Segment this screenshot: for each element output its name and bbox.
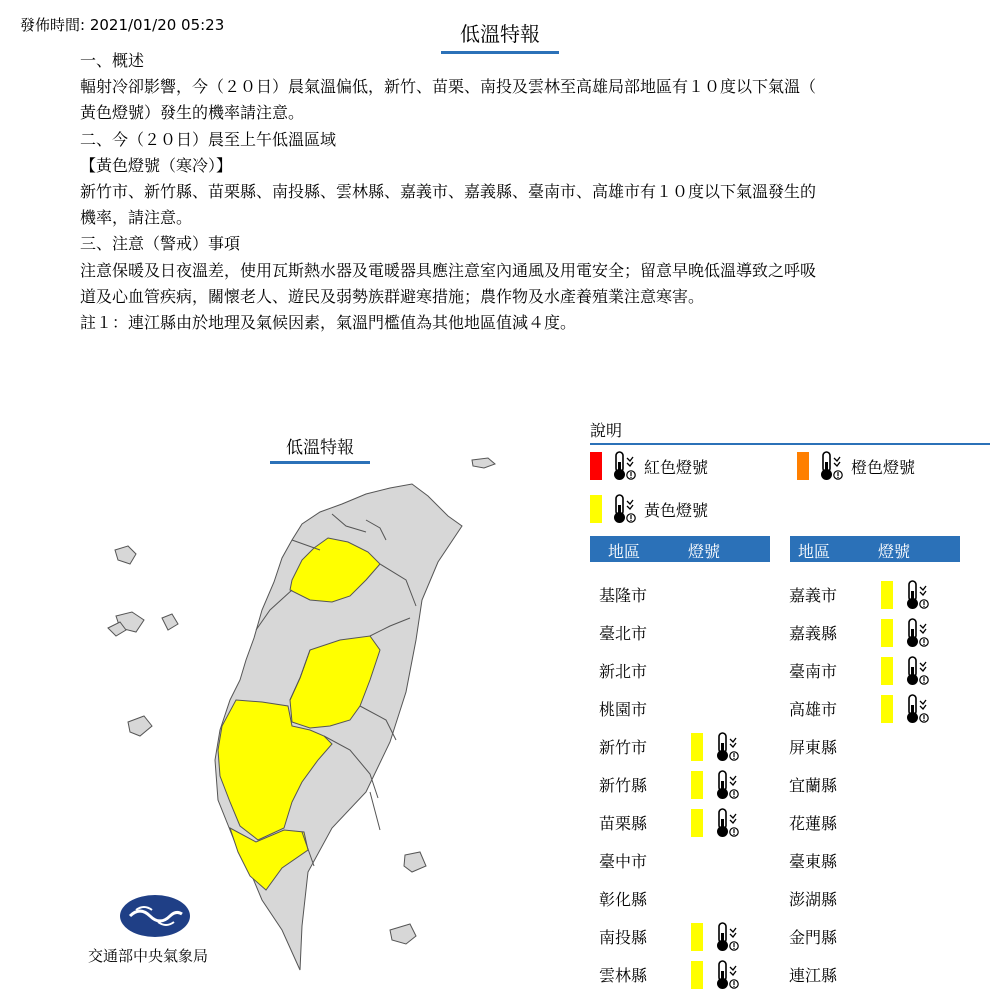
legend-orange-swatch [797,452,809,480]
table-header-right [790,536,960,562]
county-name: 臺中市 [599,852,648,871]
signal-swatch [691,923,703,951]
issued-time: 發佈時間: 2021/01/20 05:23 [20,16,225,34]
table-row [599,693,759,723]
legend-title: 說明 [590,418,990,445]
table-row [599,807,759,837]
bulletin-line: 機率，請注意。 [80,208,193,228]
bulletin-line: 注意保暖及日夜溫差，使用瓦斯熱水器及電暖器具應注意室內通風及用電安全；留意早晚低溫導致之呼吸 [80,260,817,280]
county-name: 基隆市 [599,586,648,605]
county-name: 澎湖縣 [789,890,838,909]
table-row [789,693,949,723]
county-name: 高雄市 [789,700,838,719]
county-name: 彰化縣 [599,890,648,909]
legend-orange-label: 橙色燈號 [851,457,916,477]
table-row [599,959,759,989]
signal-swatch [691,809,703,837]
legend-orange [797,450,915,482]
col-signal-header: 燈號 [878,542,911,561]
bulletin-line: 二、今（２０日）晨至上午低溫區域 [80,129,337,149]
signal-swatch [881,695,893,723]
thermometer-icon [901,579,931,611]
legend-yellow [590,493,708,525]
table-header-left [590,536,770,562]
signal-cell [691,921,741,953]
county-name: 連江縣 [789,966,838,985]
county-name: 花蓮縣 [789,814,838,833]
agency-name: 交通部中央氣象局 [88,947,209,965]
signal-cell [881,693,931,725]
signal-cell [881,655,931,687]
signal-cell [881,579,931,611]
table-row [599,883,759,913]
bulletin-line: 註１：連江縣由於地理及氣候因素，氣溫門檻值為其他地區值減４度。 [80,313,577,333]
thermometer-icon [711,921,741,953]
table-row [789,959,949,989]
county-name: 桃園市 [599,700,648,719]
bulletin-line: 新竹市、新竹縣、苗栗縣、南投縣、雲林縣、嘉義市、嘉義縣、臺南市、高雄市有１０度以下氣溫發生的 [80,182,817,202]
penghu-islands [115,546,152,736]
cwb-logo-icon [118,894,192,938]
signal-swatch [691,961,703,989]
legend-red [590,450,708,482]
county-name: 嘉義縣 [789,624,838,643]
bulletin-line: 黃色燈號）發生的機率請注意。 [80,103,305,123]
lanyu-island [404,852,426,872]
legend-red-label: 紅色燈號 [644,457,709,477]
county-name: 屏東縣 [789,738,838,757]
county-name: 金門縣 [789,928,838,947]
legend-yellow-swatch [590,495,602,523]
thermometer-icon [711,959,741,991]
county-name: 新竹縣 [599,776,648,795]
table-row [789,579,949,609]
thermometer-icon [711,769,741,801]
table-row [599,617,759,647]
signal-cell [691,959,741,991]
map-title: 低溫特報 [270,433,370,464]
county-name: 嘉義市 [789,586,838,605]
thermometer-icon [901,693,931,725]
thermometer-icon [711,807,741,839]
table-row [789,883,949,913]
thermometer-icon [901,655,931,687]
county-name: 雲林縣 [599,966,648,985]
county-name: 苗栗縣 [599,814,648,833]
signal-swatch [881,657,893,685]
thermometer-icon [815,450,845,482]
thermometer-icon [608,493,638,525]
table-row [599,921,759,951]
bulletin-line: 【黃色燈號（寒冷）】 [80,155,233,175]
col-region-header: 地區 [798,542,831,561]
signal-cell [691,731,741,763]
county-name: 宜蘭縣 [789,776,838,795]
county-name: 臺北市 [599,624,648,643]
bulletin-line: 三、注意（警戒）事項 [80,234,241,254]
col-region-header: 地區 [608,542,641,561]
table-row [789,617,949,647]
county-name: 臺東縣 [789,852,838,871]
county-name: 臺南市 [789,662,838,681]
taiwan-map-panel [70,430,540,1000]
thermometer-icon [901,617,931,649]
page-title: 低溫特報 [441,18,559,54]
thermometer-icon [608,450,638,482]
bulletin-line: 輻射冷卻影響，今（２０日）晨氣溫偏低，新竹、苗栗、南投及雲林至高雄局部地區有１０度以下氣溫（ [80,77,817,97]
col-signal-header: 燈號 [688,542,721,561]
table-row [789,655,949,685]
table-row [789,769,949,799]
legend-yellow-label: 黃色燈號 [644,500,709,520]
thermometer-icon [711,731,741,763]
signal-swatch [881,619,893,647]
bulletin-line: 道及心血管疾病，關懷老人、遊民及弱勢族群避寒措施；農作物及水產養殖業注意寒害。 [80,286,705,306]
signal-swatch [691,733,703,761]
table-row [789,731,949,761]
bulletin-line: 一、概述 [80,51,145,70]
table-row [599,579,759,609]
signal-cell [691,769,741,801]
matsu-island [472,458,495,468]
signal-cell [881,617,931,649]
table-row [789,807,949,837]
table-row [789,921,949,951]
county-name: 南投縣 [599,928,648,947]
bulletin-text [80,48,930,336]
table-row [599,731,759,761]
legend-red-swatch [590,452,602,480]
county-name: 新北市 [599,662,648,681]
signal-cell [691,807,741,839]
signal-swatch [691,771,703,799]
table-row [599,769,759,799]
table-row [599,655,759,685]
table-row [599,845,759,875]
signal-swatch [881,581,893,609]
table-row [789,845,949,875]
green-island [390,924,416,944]
county-name: 新竹市 [599,738,648,757]
